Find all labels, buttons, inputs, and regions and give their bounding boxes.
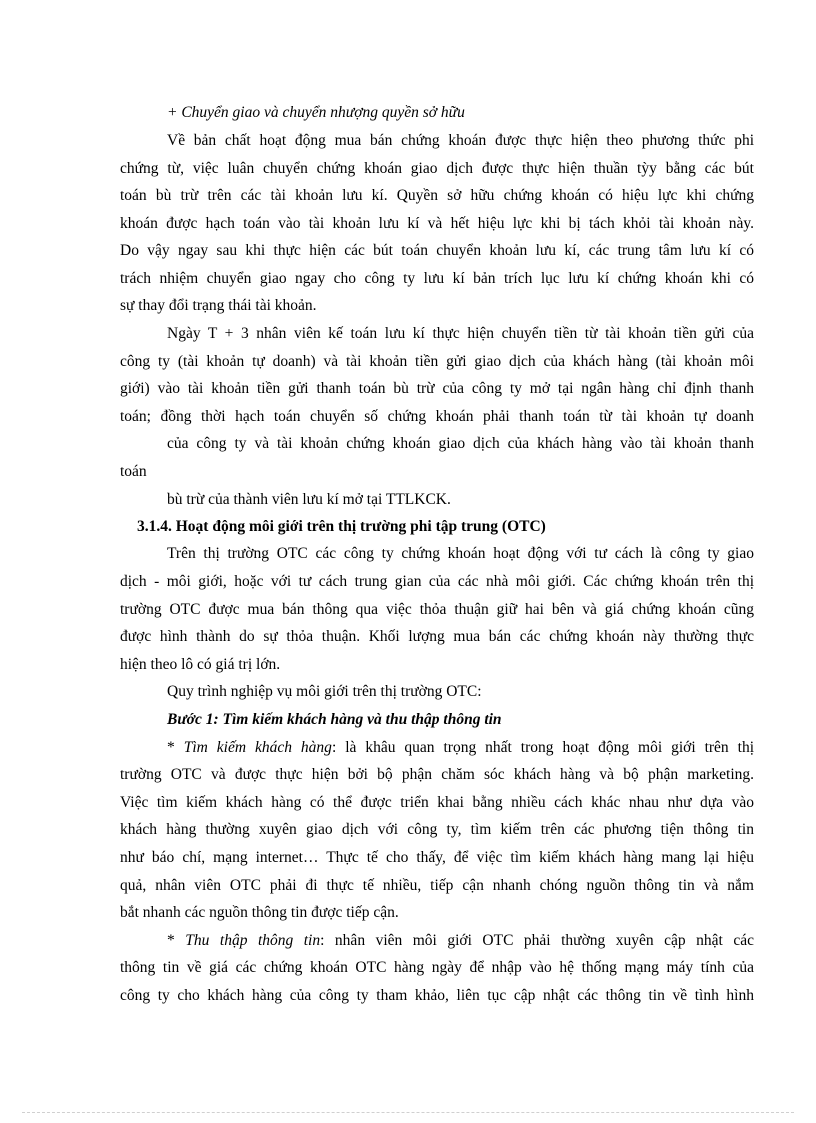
paragraph-line xyxy=(167,931,754,951)
paragraph-line: của công ty và tài khoản chứng khoán giao dịch của khách hàng vào tài khoản thanh xyxy=(167,435,754,452)
paragraph-text: : nhân viên môi giới OTC phải thường xuyên cập nhật các xyxy=(320,932,754,949)
paragraph-line: Quy trình nghiệp vụ môi giới trên thị trường OTC: xyxy=(167,683,482,700)
paragraph-line: bù trừ của thành viên lưu kí mở tại TTLKCK. xyxy=(167,491,451,508)
term-italic: Tìm kiếm khách hàng xyxy=(183,739,332,756)
paragraph-line: trách nhiệm chuyển giao ngay cho công ty lưu kí bản trích lục lưu kí chứng khoán khi có xyxy=(120,270,754,287)
bullet-prefix: * xyxy=(167,932,186,949)
paragraph-line: bắt nhanh các nguồn thông tin được tiếp cận. xyxy=(120,904,399,921)
paragraph-line: quả, nhân viên OTC phải đi thực tế nhiều, tiếp cận nhanh chóng nguồn thông tin và nắm xyxy=(120,877,754,894)
paragraph-line: công ty (tài khoản tự doanh) và tài khoản tiền gửi giao dịch của khách hàng (tài khoản môi xyxy=(120,353,754,370)
paragraph-line: khoán được hạch toán vào tài khoản lưu kí và hết hiệu lực khi bị tách khỏi tài khoản này. xyxy=(120,215,754,232)
paragraph-line: Việc tìm kiếm khách hàng có thể được triển khai bằng nhiều cách khác nhau như dựa vào xyxy=(120,794,754,811)
paragraph-line xyxy=(167,738,754,758)
term-italic: Thu thập thông tin xyxy=(185,932,321,949)
paragraph-line: toán xyxy=(120,463,147,480)
paragraph-line: công ty cho khách hàng của công ty tham khảo, liên tục cập nhật các thông tin về tình hình xyxy=(120,987,754,1004)
paragraph-line: dịch - môi giới, hoặc với tư cách trung gian của các nhà môi giới. Các chứng khoán trên thị xyxy=(120,573,754,590)
paragraph-line: trường OTC được mua bán thông qua việc thỏa thuận giữ hai bên và giá chứng khoán cũng xyxy=(120,601,754,618)
paragraph-line: chứng từ, việc luân chuyển chứng khoán giao dịch được thực hiện thuần tỳy bằng các bút xyxy=(120,160,754,177)
paragraph-line: Do vậy ngay sau khi thực hiện các bút toán chuyển khoản lưu kí, các trung tâm lưu kí có xyxy=(120,242,754,259)
paragraph-line: trường OTC và được thực hiện bởi bộ phận chăm sóc khách hàng và bộ phận marketing. xyxy=(120,766,754,783)
paragraph-line: toán bù trừ trên các tài khoản lưu kí. Quyền sở hữu chứng khoán có hiệu lực khi chứng xyxy=(120,187,754,204)
paragraph-line: Về bản chất hoạt động mua bán chứng khoán được thực hiện theo phương thức phi xyxy=(167,132,754,149)
paragraph-line: toán; đồng thời hạch toán chuyển số chứng khoán phải thanh toán từ tài khoản tự doanh xyxy=(120,408,754,425)
paragraph-line: như báo chí, mạng internet… Thực tế cho thấy, để việc tìm kiếm khách hàng mang lại hiệu xyxy=(120,849,754,866)
subheading-transfer-ownership: + Chuyển giao và chuyển nhượng quyền sở hữu xyxy=(167,104,465,121)
page-bottom-divider xyxy=(22,1112,794,1113)
paragraph-line: được hình thành do sự thỏa thuận. Khối lượng mua bán các chứng khoán này thường thực xyxy=(120,628,754,645)
paragraph-line: khách hàng thường xuyên giao dịch với công ty, tìm kiếm trên các phương tiện thông tin xyxy=(120,821,754,838)
paragraph-line: Ngày T + 3 nhân viên kế toán lưu kí thực hiện chuyển tiền từ tài khoản tiền gửi của xyxy=(167,325,754,342)
paragraph-line: Trên thị trường OTC các công ty chứng khoán hoạt động với tư cách là công ty giao xyxy=(167,545,754,562)
bullet-prefix: * xyxy=(167,739,184,756)
paragraph-line: giới) vào tài khoản tiền gửi thanh toán bù trừ của công ty mở tại ngân hàng chỉ định thanh xyxy=(120,380,754,397)
paragraph-line: thông tin về giá các chứng khoán OTC hàng ngày để nhập vào hệ thống mạng máy tính của xyxy=(120,959,754,976)
step-heading: Bước 1: Tìm kiếm khách hàng và thu thập thông tin xyxy=(167,711,502,728)
paragraph-line: hiện theo lô có giá trị lớn. xyxy=(120,656,281,673)
paragraph-text: : là khâu quan trọng nhất trong hoạt động môi giới trên thị xyxy=(331,739,754,756)
paragraph-line: sự thay đổi trạng thái tài khoản. xyxy=(120,297,317,314)
section-heading: 3.1.4. Hoạt động môi giới trên thị trường phi tập trung (OTC) xyxy=(137,518,546,535)
